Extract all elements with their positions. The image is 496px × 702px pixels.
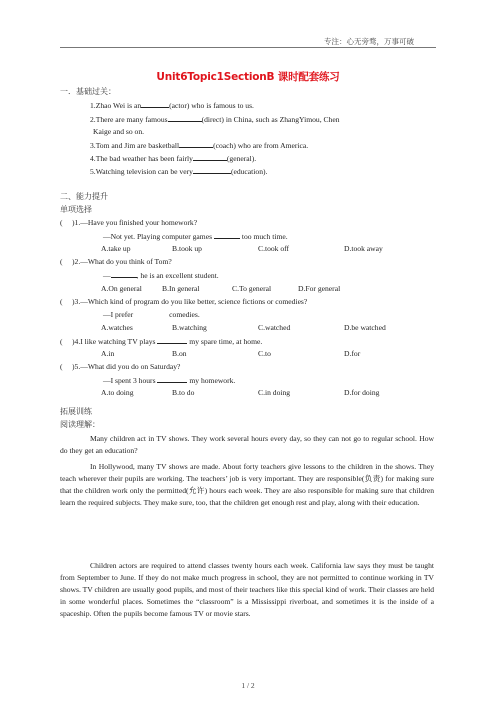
answer-blank[interactable]: [141, 100, 169, 108]
answer-blank[interactable]: [157, 375, 187, 383]
q5-option-b[interactable]: B.to do: [172, 388, 195, 397]
q5-option-c[interactable]: C.in doing: [258, 388, 291, 397]
q4-option-b[interactable]: B.on: [172, 349, 187, 358]
s1-item-1: 1.Zhao Wei is an (actor) who is famous to us.: [90, 101, 254, 110]
section1-heading: 一．基础过关：: [60, 87, 116, 96]
q4-option-a[interactable]: A.in: [101, 349, 115, 358]
s1-item-2: 2.There are many famous (direct) in China, such as ZhangYimou, Chen: [90, 115, 340, 124]
page-number: 1 / 2: [241, 681, 255, 690]
q3-option-c[interactable]: C.watched: [258, 323, 291, 332]
answer-blank[interactable]: [179, 140, 213, 148]
q3-option-b[interactable]: B.watching: [172, 323, 207, 332]
section2-heading: 二、能力提升: [60, 192, 108, 201]
page-title: Unit6Topic1SectionB 课时配套练习: [156, 71, 340, 83]
q3-stem: ( )3.—Which kind of program do you like better, science fictions or comedies?: [60, 297, 308, 306]
section3-subheading: 阅读理解：: [60, 420, 100, 429]
answer-blank[interactable]: [111, 270, 137, 278]
q2-option-d[interactable]: D.For general: [298, 284, 341, 293]
reading-paragraph-2: In Hollywood, many TV shows are made. About forty teachers give lessons to the children in the shows. They teach wherever their pupils are working. The teachers’ job is very important. They are responsible(负责) for making sure that the children work only the permitted(允许) hours each week. They are also responsible for making sure that children learn the required subjects. They make sure, too, that the children get enough rest and play, along with their education.: [60, 462, 434, 507]
q1-option-a[interactable]: A.take up: [101, 244, 131, 253]
q2-option-c[interactable]: C.To general: [232, 284, 272, 293]
q3-line2: —I prefer comedies.: [103, 310, 200, 319]
answer-blank[interactable]: [214, 231, 240, 239]
q4-stem: ( )4.I like watching TV plays my spare time, at home.: [60, 337, 263, 346]
q3-option-a[interactable]: A.watches: [101, 323, 133, 332]
answer-blank[interactable]: [193, 153, 227, 161]
q1-option-c[interactable]: C.took off: [258, 244, 290, 253]
header-rule: [60, 47, 436, 48]
q3-option-d[interactable]: D.be watched: [344, 323, 386, 332]
s1-item-2-cont: Kaige and so on.: [93, 127, 145, 136]
q5-option-d[interactable]: D.for doing: [344, 388, 380, 397]
q1-stem: ( )1.—Have you finished your homework?: [60, 218, 198, 227]
q4-option-c[interactable]: C.to: [258, 349, 271, 358]
q4-option-d[interactable]: D.for: [344, 349, 361, 358]
q2-stem: ( )2.—What do you think of Tom?: [60, 257, 172, 266]
answer-blank[interactable]: [168, 114, 202, 122]
reading-paragraph-3: Children actors are required to attend classes twenty hours each week. California law says they must be taught from September to June. If they do not make much progress in school, they are not permitted to continue working in TV shows. TV children are usually good pupils, and most of their teachers like this special kind of work. Their classes are held in some wonderful places. Sometimes the “classroom” is a Mississippi riverboat, and sometimes it is the inside of a spaceship. Often the pupils become famous TV or movie stars.: [60, 561, 434, 618]
s1-item-4: 4.The bad weather has been fairly (general).: [90, 154, 257, 163]
answer-blank[interactable]: [193, 166, 231, 174]
section3-heading: 拓展训练: [60, 407, 92, 416]
q2-line2: — , he is an excellent student.: [103, 271, 219, 280]
s1-item-5: 5.Watching television can be very (education).: [90, 167, 268, 176]
q5-stem: ( )5.—What did you do on Saturday?: [60, 362, 181, 371]
reading-paragraph-1: Many children act in TV shows. They work several hours every day, so they can not go to regular school. How do they get an education?: [60, 434, 434, 455]
answer-blank[interactable]: [157, 336, 187, 344]
section2-subheading: 单项选择: [60, 205, 92, 214]
q1-option-b[interactable]: B.took up: [172, 244, 202, 253]
header-motto: 专注：心无旁骛，万事可破: [324, 37, 414, 46]
s1-item-3: 3.Tom and Jim are basketball (coach) who are from America.: [90, 141, 309, 150]
q2-option-a[interactable]: A.On general: [101, 284, 142, 293]
q5-option-a[interactable]: A.to doing: [101, 388, 134, 397]
q1-line2: —Not yet. Playing computer games too much time.: [103, 232, 288, 241]
q1-option-d[interactable]: D.took away: [344, 244, 383, 253]
q2-option-b[interactable]: B.In general: [162, 284, 200, 293]
q5-line2: —I spent 3 hours my homework.: [103, 376, 236, 385]
